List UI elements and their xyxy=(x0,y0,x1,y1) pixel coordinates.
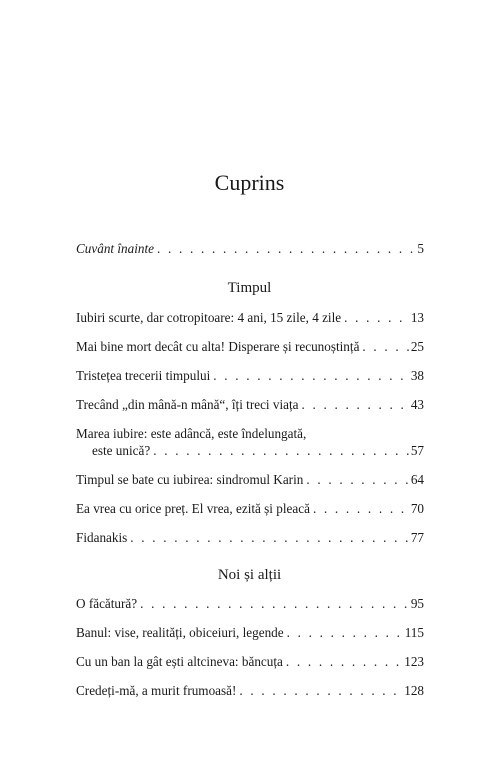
toc-entry-title: Credeți-mă, a murit frumoasă! xyxy=(76,683,237,698)
toc-entry-title: Mai bine mort decât cu alta! Disperare și recunoștință xyxy=(76,339,360,354)
toc-entry-page: 123 xyxy=(404,654,424,669)
toc-entry-title-line1[interactable]: Marea iubire: este adâncă, este îndelungată, xyxy=(76,426,307,441)
toc-entry[interactable] xyxy=(76,339,424,355)
toc-entry-title: Cu un ban la gât ești altcineva: băncuța xyxy=(76,654,283,669)
dot-leader xyxy=(210,368,411,384)
toc-entry-page: 77 xyxy=(410,530,424,545)
toc-entry-title: Ea vrea cu orice preț. El vrea, ezită și pleacă xyxy=(76,501,310,516)
toc-entry[interactable] xyxy=(92,443,424,459)
dot-leader xyxy=(154,241,417,257)
toc-entry-title: este unică? xyxy=(92,443,151,458)
toc-entry[interactable] xyxy=(76,472,424,488)
dot-leader xyxy=(359,339,410,355)
toc-entry[interactable] xyxy=(76,530,424,546)
toc-entry-page: 70 xyxy=(410,501,424,516)
toc-entry-page: 13 xyxy=(410,310,424,325)
page-title: Cuprins xyxy=(214,170,285,195)
toc-entry[interactable] xyxy=(76,683,424,699)
toc-entry[interactable] xyxy=(76,501,424,517)
toc-entry-title: Timpul se bate cu iubirea: sindromul Karin xyxy=(76,472,304,487)
dot-leader xyxy=(310,501,411,517)
toc-entry-title: Iubiri scurte, dar cotropitoare: 4 ani, 15 zile, 4 zile xyxy=(76,310,342,325)
dot-leader xyxy=(150,443,411,459)
toc-entry-page: 57 xyxy=(410,443,424,458)
dot-leader xyxy=(127,530,411,546)
dot-leader xyxy=(299,397,411,413)
toc-entry-title: Trecând „din mână-n mână“, îți treci viața xyxy=(76,397,299,412)
dot-leader xyxy=(283,654,404,670)
toc-entry-title: Fidanakis xyxy=(76,530,128,545)
toc-entry-title: Cuvânt înainte xyxy=(76,241,155,256)
toc-entry-title: Tristețea trecerii timpului xyxy=(76,368,211,383)
toc-entry[interactable] xyxy=(76,368,424,384)
toc-entry-title: Banul: vise, realități, obiceiuri, legende xyxy=(76,625,284,640)
toc-entry[interactable] xyxy=(76,397,424,413)
section-heading-timpul: Timpul xyxy=(227,280,272,296)
toc-entry-page: 128 xyxy=(404,683,424,698)
toc-entry-page: 25 xyxy=(410,339,424,354)
dot-leader xyxy=(137,596,411,612)
toc-entry-page: 5 xyxy=(417,241,424,256)
toc-entry-page: 95 xyxy=(410,596,424,611)
toc-entry[interactable] xyxy=(76,310,424,326)
toc-entry[interactable] xyxy=(76,654,424,670)
toc-entry-intro[interactable] xyxy=(76,241,424,257)
toc-entry[interactable] xyxy=(76,625,424,641)
toc-entry[interactable] xyxy=(76,596,424,612)
toc-entry-page: 64 xyxy=(410,472,424,487)
toc-entry-title: O făcătură? xyxy=(76,596,138,611)
toc-entry-page: 115 xyxy=(404,625,424,640)
dot-leader xyxy=(303,472,410,488)
section-heading-noi-si-altii: Noi și alții xyxy=(217,567,282,583)
toc-entry-page: 43 xyxy=(410,397,424,412)
toc-entry-page: 38 xyxy=(410,368,424,383)
dot-leader xyxy=(236,683,404,699)
dot-leader xyxy=(284,625,405,641)
dot-leader xyxy=(341,310,411,326)
